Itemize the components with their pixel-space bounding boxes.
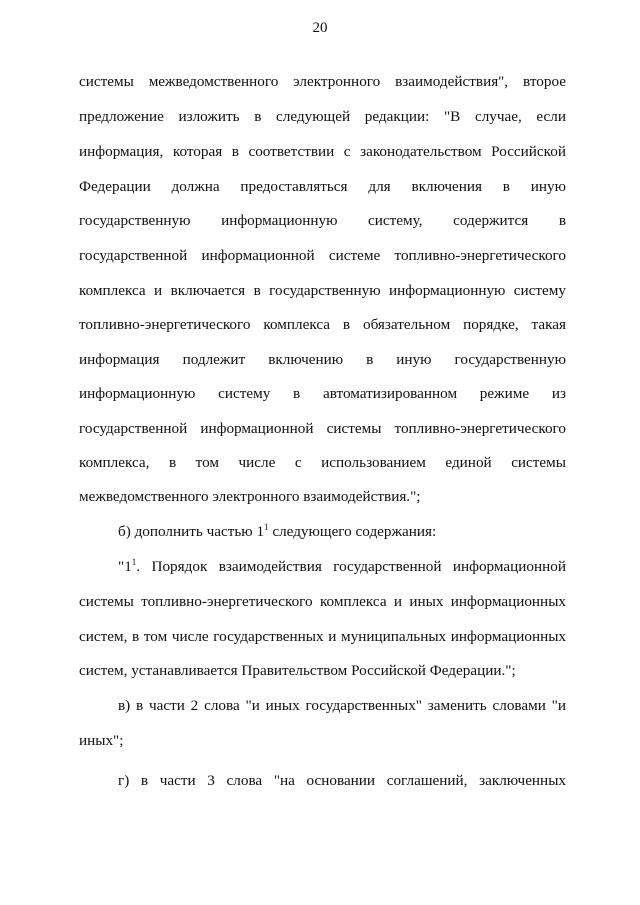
text-line: государственной информационной системе топливно-энергетического: [79, 247, 566, 264]
text-line: комплекса, в том числе с использованием единой системы: [79, 454, 566, 471]
page-number: 20: [312, 20, 328, 36]
text-run: . Порядок взаимодействия государственной информационной: [136, 558, 566, 575]
text-line: г) в части 3 слова "на основании соглашений, заключенных: [118, 772, 566, 789]
text-line: системы топливно-энергетического комплекса и иных информационных: [79, 593, 566, 610]
quoted-part-line: [118, 557, 566, 577]
text-line: государственной информационной системы топливно-энергетического: [79, 420, 566, 437]
text-line: Федерации должна предоставляться для включения в иную: [79, 178, 566, 195]
text-line: информационную систему в автоматизированном режиме из: [79, 385, 566, 402]
text-line: государственную информационную систему, содержится в: [79, 212, 566, 229]
text-run: следующего содержания:: [268, 523, 437, 540]
text-line: комплекса и включается в государственную информационную систему: [79, 282, 566, 299]
paragraph-b-line: [118, 522, 566, 542]
text-line: систем, в том числе государственных и муниципальных информационных: [79, 628, 566, 645]
text-run: "1: [118, 558, 132, 575]
text-line: в) в части 2 слова "и иных государственных" заменить словами "и: [118, 697, 566, 714]
superscript: 1: [131, 556, 137, 567]
text-line: предложение изложить в следующей редакции: "В случае, если: [79, 108, 566, 125]
text-line: систем, устанавливается Правительством Российской Федерации.";: [79, 662, 516, 679]
text-run: б) дополнить частью 1: [118, 523, 265, 540]
text-line: информация, которая в соответствии с законодательством Российской: [79, 143, 566, 160]
text-line: иных";: [79, 732, 124, 749]
text-line: информация подлежит включению в иную государственную: [79, 351, 566, 368]
text-line: топливно-энергетического комплекса в обязательном порядке, такая: [79, 316, 566, 333]
text-line: межведомственного электронного взаимодействия.";: [79, 488, 421, 505]
text-line: системы межведомственного электронного взаимодействия", второе: [79, 73, 566, 90]
superscript: 1: [264, 521, 269, 532]
